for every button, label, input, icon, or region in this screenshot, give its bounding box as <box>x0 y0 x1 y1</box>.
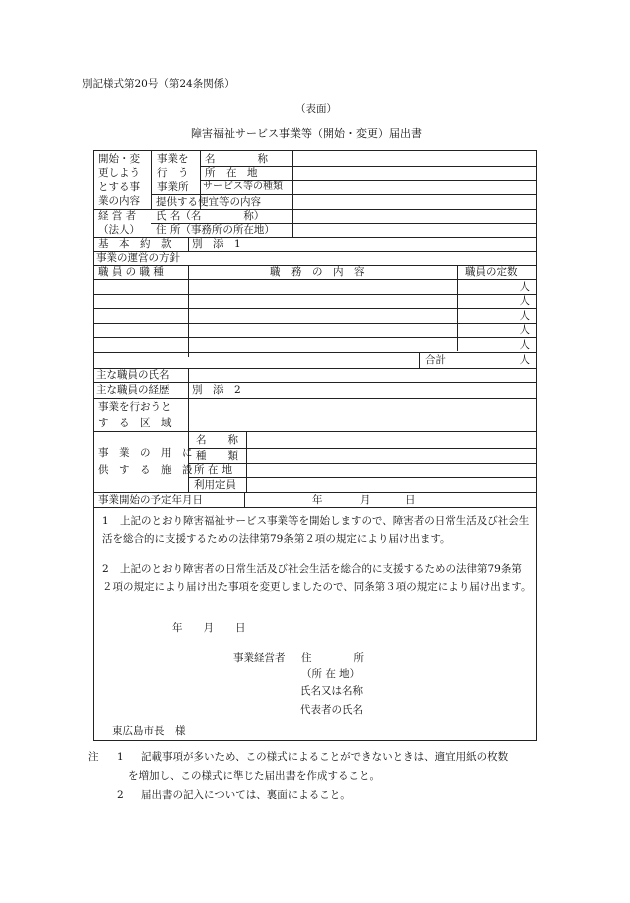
main-staff-name-label: 主な職員の氏名 <box>96 369 170 381</box>
articles-value: 別 添 1 <box>192 238 241 250</box>
facility-label-line1: 事 業 の 用 に <box>98 447 193 459</box>
org-label-line1: 事業を <box>157 153 189 165</box>
facility-row-name-label: 名 称 <box>196 434 238 446</box>
articles-label: 基 本 約 款 <box>98 238 172 250</box>
operator-name: 氏名又は名称 <box>300 685 363 697</box>
convenience-label: 提供する便宜等の内容 <box>156 196 261 208</box>
representative-name: 代表者の氏名 <box>300 704 363 716</box>
operator-label-line2: （法人） <box>98 224 140 236</box>
form-number: 別記様式第20号（第24条関係） <box>82 78 235 90</box>
facility-row-capacity-label: 利用定員 <box>194 479 236 491</box>
note-1-line1: 記載事項が多いため、この様式によることができないときは、適宜用紙の枚数 <box>141 751 509 763</box>
page-title: 障害福祉サービス事業等（開始・変更）届出書 <box>191 127 422 140</box>
facility-address-label: 所 在 地 <box>205 167 258 179</box>
note-2-number: 2 <box>117 789 124 801</box>
section-label-line1: 開始・変 <box>98 153 140 165</box>
facility-row-type-label: 種 類 <box>196 450 238 462</box>
staff-type-header: 職 員 の 職 種 <box>98 266 164 278</box>
staff-unit: 人 <box>519 295 530 307</box>
main-staff-history-value: 別 添 2 <box>192 384 241 396</box>
start-date-year: 年 <box>312 494 323 506</box>
facility-label-line2: 供 す る 施 設 <box>98 464 193 476</box>
staff-unit: 人 <box>519 354 530 366</box>
operator-address-paren: （所 在 地） <box>301 668 361 680</box>
form-side-label: （表面） <box>295 103 337 115</box>
area-label-line2: す る 区 域 <box>98 417 172 429</box>
staff-unit: 人 <box>519 310 530 322</box>
note-2: 届出書の記入については、裏面によること。 <box>141 789 351 801</box>
operator-name-label: 氏 名（名 称） <box>156 210 265 222</box>
start-date-day: 日 <box>405 494 416 506</box>
start-date-month: 月 <box>360 494 371 506</box>
section-label-line3: とする事 <box>98 181 140 193</box>
notification-form <box>93 150 537 741</box>
duties-header: 職 務 の 内 容 <box>270 266 365 278</box>
notes-label: 注 <box>88 751 99 763</box>
area-label-line1: 事業を行おうと <box>98 401 172 413</box>
section-label-line4: 業の内容 <box>98 195 140 207</box>
facility-row-address-label: 所 在 地 <box>194 464 233 476</box>
operator-label-line1: 経 営 者 <box>98 210 137 222</box>
declaration-item-1: 1 上記のとおり障害福祉サービス事業等を開始しますので、障害者の日常生活及び社会生活を総合的に支援するための法律第79条第２項の規定により届け出ます。 <box>102 515 530 545</box>
staff-count-header: 職員の定数 <box>465 266 518 278</box>
facility-name-label: 名 称 <box>205 153 268 165</box>
declaration-date: 年 月 日 <box>172 622 246 634</box>
start-date-label: 事業開始の予定年月日 <box>98 494 203 506</box>
note-1-number: 1 <box>117 751 124 763</box>
org-label-line3: 事業所 <box>157 181 189 193</box>
note-1-line2: を増加し、この様式に準じた届出書を作成すること。 <box>128 770 380 782</box>
operator-address-label: 住 所（事務所の所在地） <box>156 224 275 236</box>
policy-label: 事業の運営の方針 <box>96 252 180 264</box>
section-label-line2: 更しよう <box>98 167 140 179</box>
operator-address: 住 所 <box>301 652 364 664</box>
service-type-label: サービス等の種類 <box>203 181 283 192</box>
staff-unit: 人 <box>519 281 530 293</box>
addressee: 東広島市長 様 <box>112 725 186 737</box>
total-label: 合計 <box>425 354 446 366</box>
staff-unit: 人 <box>519 339 530 351</box>
staff-unit: 人 <box>519 324 530 336</box>
main-staff-history-label: 主な職員の経歴 <box>96 384 170 396</box>
org-label-line2: 行 う <box>157 167 189 179</box>
operator-title: 事業経営者 <box>233 652 286 664</box>
declaration-item-2: 2 上記のとおり障害者の日常生活及び社会生活を総合的に支援するための法律第79条第２項の規定により届け出た事項を変更しましたので、同条第３項の規定により届け出ます。 <box>102 563 532 593</box>
